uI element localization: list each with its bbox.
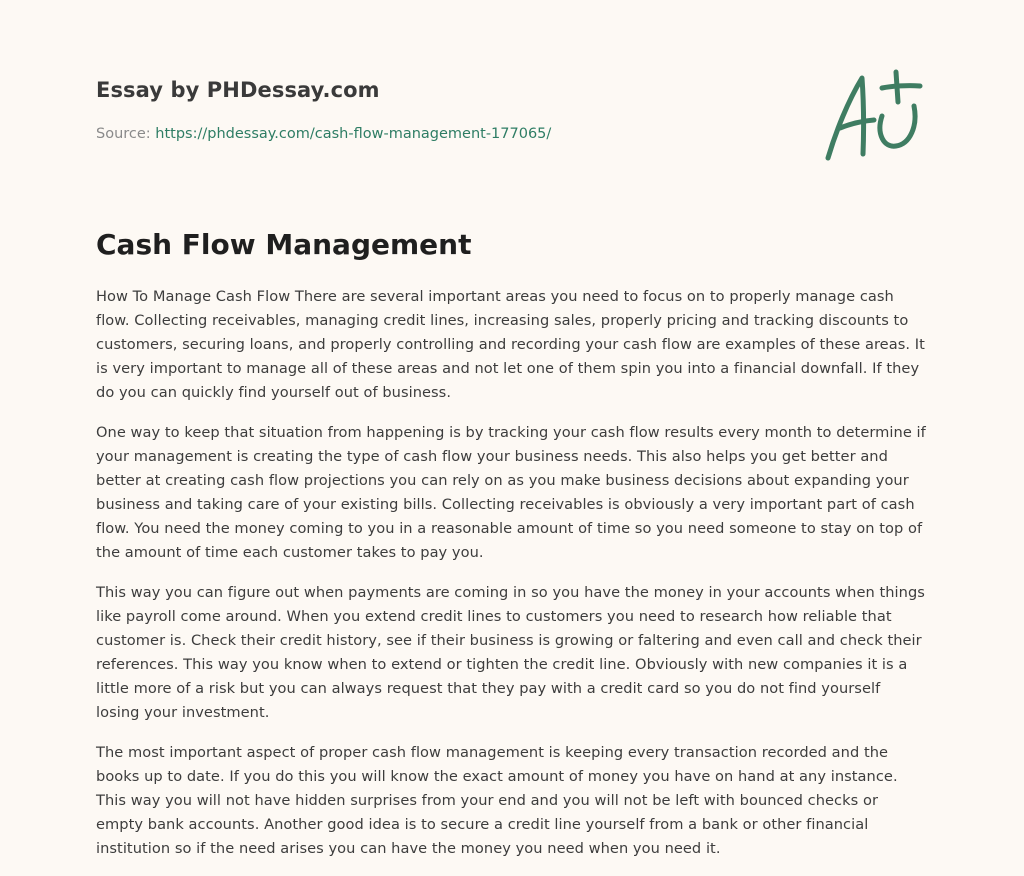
paragraph: The most important aspect of proper cash flow management is keeping every transaction recorded and the books up to date. If you do this you will know the exact amount of money you have on hand at any instance. This way you will not have hidden surprises from your end and you will not be left with bounced checks or empty bank accounts. Another good idea is to secure a credit line yourself from a bank or other financial institution so if the need arises you can have the money you need when you need it. xyxy=(96,744,898,857)
brand-title: Essay by PHDessay.com xyxy=(96,78,380,102)
essay-header xyxy=(96,76,796,144)
essay-body xyxy=(96,285,928,876)
paragraph: How To Manage Cash Flow There are several important areas you need to focus on to properly manage cash flow. Collecting receivables, managing credit lines, increasing sales, properly pricing and tracking discounts to customers, securing loans, and properly controlling and recording your cash flow are examples of these areas. It is very important to manage all of these areas and not let one of them spin you into a financial downfall. If they do you can quickly find yourself out of business. xyxy=(96,288,925,401)
source-label: Source: xyxy=(96,126,151,142)
paragraph: This way you can figure out when payments are coming in so you have the money in your accounts when things like payroll come around. When you extend credit lines to customers you need to research how reliable that customer is. Check their credit history, see if their business is growing or faltering and even call and check their references. This way you know when to extend or tighten the credit line. Obviously with new companies it is a little more of a risk but you can always request that they pay with a credit card so you do not find yourself losing your investment. xyxy=(96,584,925,721)
page-title: Cash Flow Management xyxy=(96,228,472,261)
source-line xyxy=(96,124,796,144)
paragraph: One way to keep that situation from happening is by tracking your cash flow results every month to determine if your management is creating the type of cash flow your business needs. This also helps you get better and better at creating cash flow projections you can rely on as you make business decisions about expanding your business and taking care of your existing bills. Collecting receivables is obviously a very important part of cash flow. You need the money coming to you in a reasonable amount of time so you need someone to stay on top of the amount of time each customer takes to pay you. xyxy=(96,424,926,561)
source-link[interactable]: https://phdessay.com/cash-flow-management-177065/ xyxy=(155,126,552,142)
a-plus-logo-icon xyxy=(818,66,928,166)
